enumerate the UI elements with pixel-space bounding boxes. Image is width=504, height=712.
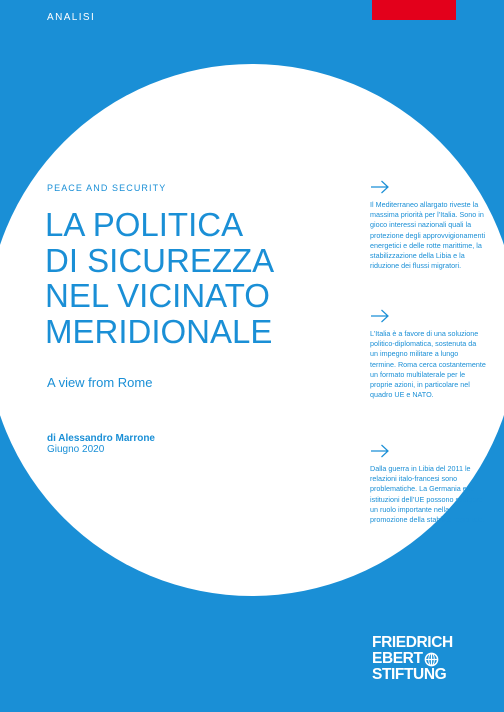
arrow-right-icon [370,309,390,323]
title-line: NEL VICINATO [45,277,270,314]
kicker-label: PEACE AND SECURITY [47,183,167,193]
arrow-right-icon [370,180,390,194]
publication-date: Giugno 2020 [47,444,105,455]
fes-logo [372,635,453,683]
key-point [370,309,486,400]
page-title [45,207,345,349]
series-label: ANALISI [47,12,96,23]
key-point-text: Dalla guerra in Libia del 2011 le relazioni italo-francesi sono problematiche. La Germania e le istituzioni dell’UE possono svolgere un ruolo importante nella promozione della stabilità regionale. [370,464,485,525]
key-point-text: Il Mediterraneo allargato riveste la massima priorità per l’Italia. Sono in gioco interessi nazionali quali la protezione degli approvvigionamenti energetici e delle rotte marittime, la stabilizzazione della Libia e la riduzione dei flussi migratori. [370,200,486,271]
red-accent-tab [372,0,456,20]
arrow-right-icon [370,444,390,458]
globe-icon [424,652,439,667]
title-line: MERIDIONALE [45,312,273,350]
logo-line: STIFTUNG [372,666,447,683]
key-point [370,444,486,525]
key-point-text: L’Italia è a favore di una soluzione politico-diplomatica, sostenuta da un impegno militare a lungo termine. Roma cerca costantemente un formato multilaterale per le proprie azioni, in particolare nel quadro UE e NATO. [370,329,486,400]
title-line: DI SICUREZZA [45,241,275,279]
key-point [370,180,486,271]
logo-line: FRIEDRICH [372,634,453,651]
logo-line: EBERT [372,650,423,667]
title-line: LA POLITICA [45,206,244,243]
subtitle: A view from Rome [47,375,153,390]
author: di Alessandro Marrone [47,433,155,444]
